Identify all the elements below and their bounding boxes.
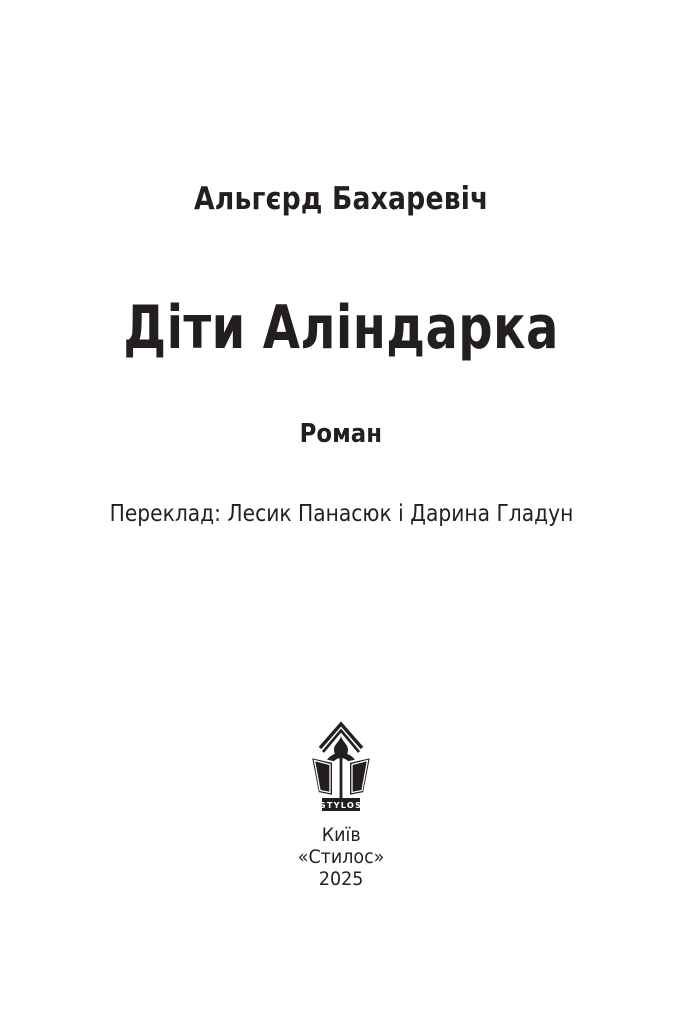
imprint-city: Київ — [321, 824, 361, 846]
translation-credit-line — [0, 501, 682, 527]
book-title: Діти Аліндарка — [123, 293, 559, 363]
author-name-line — [0, 181, 682, 217]
publisher-logo — [0, 721, 682, 811]
imprint-city-line — [0, 824, 682, 846]
imprint-publisher: «Стилос» — [297, 846, 385, 868]
logo-pen-shaft-icon — [340, 759, 343, 801]
logo-wordmark-text: STYLOS — [319, 799, 363, 810]
author-name: Альгєрд Бахаревіч — [193, 181, 489, 217]
stylos-emblem-icon — [309, 721, 373, 811]
logo-wordmark — [320, 798, 362, 811]
genre-label: Роман — [299, 419, 383, 449]
imprint-year-line — [0, 868, 682, 890]
translation-credit: Переклад: Лесик Панасюк і Дарина Гладун — [109, 501, 573, 527]
imprint-publisher-line — [0, 846, 682, 868]
imprint-block — [0, 824, 682, 890]
book-title-line — [0, 293, 682, 363]
imprint-year: 2025 — [318, 868, 364, 890]
genre-line — [0, 419, 682, 449]
